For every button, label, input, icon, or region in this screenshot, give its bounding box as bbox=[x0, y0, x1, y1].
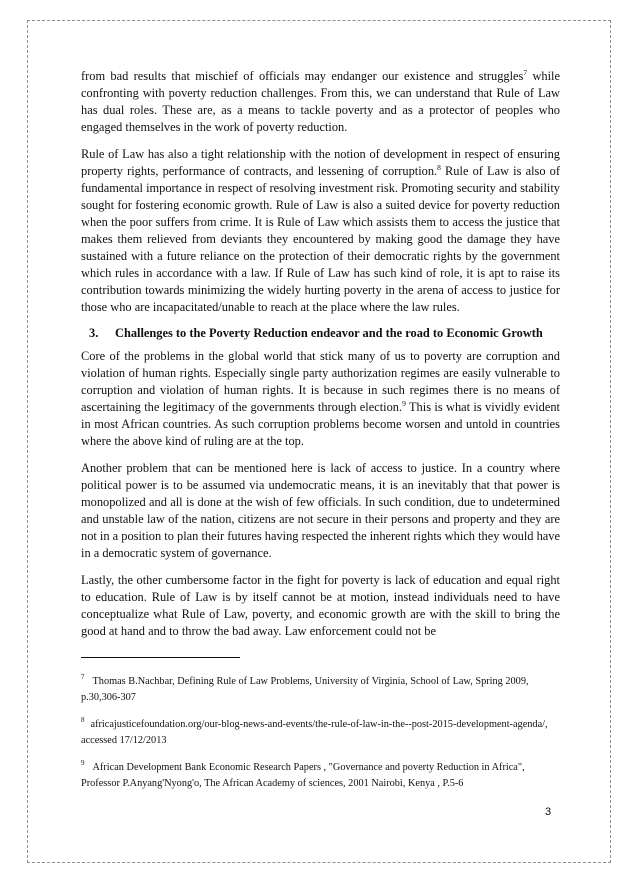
paragraph-2-text-a: Rule of Law has also a tight relationship with the notion of development in respect of ensuring property rights, performance of contracts, and lessening of corruption. bbox=[81, 147, 560, 178]
footnote-9 bbox=[81, 760, 560, 792]
paragraph-3 bbox=[81, 348, 560, 450]
paragraph-5: Lastly, the other cumbersome factor in the fight for poverty is lack of education and equal right to education. Rule of Law is by itself cannot be at motion, instead individuals need to have conceptualize what Rule of Law, poverty, and economic growth are with the skill to bring the good at hand and to throw the bad away. Law enforcement could not be bbox=[81, 573, 560, 638]
page-number: 3 bbox=[545, 806, 552, 818]
paragraph-1-text-b: while confronting with poverty reduction challenges. From this, we can understand that Rule of Law has dual roles. These are, as a means to tackle poverty and as a protector of peoples who engaged themselves in the work of poverty reduction. bbox=[81, 69, 560, 134]
footnote-text: Thomas B.Nachbar, Defining Rule of Law Problems, University of Virginia, School of Law, Spring 2009, p.30,306-307 bbox=[81, 676, 529, 703]
section-title: Challenges to the Poverty Reduction endeavor and the road to Economic Growth bbox=[115, 326, 543, 340]
paragraph-3-text-b: This is what is vividly evident in most African countries. As such corruption problems become worsen and untold in countries where the above kind of ruling are at the top. bbox=[81, 400, 560, 448]
section-number: 3. bbox=[89, 326, 99, 340]
paragraph-4: Another problem that can be mentioned here is lack of access to justice. In a country where political power is to be assumed via undemocratic means, it is an inevitably that that power is monopolized and all is done at the wish of few officials. In such condition, due to undetermined and unstable law of the nation, citizens are not secure in their persons and property and they are not in a position to plan their futures having respected the inherent rights which they would have in a democratic system of governance. bbox=[81, 461, 560, 560]
paragraph-2-text-b: Rule of Law is also of fundamental importance in respect of resolving investment risk. Promoting security and stability sought for fostering economic growth. Rule of Law is also a suited device for poverty reduction when the poor suffers from crime. It is Rule of Law which assists them to access the justice that makes them relieved from deviants they encountered by making good the damage they have sustained with a future reliance on the protection of their democratic rights by the government which rules in accordance with a law. If Rule of Law has such kind of role, it is apt to raise its contribution towards minimizing the widely hurting poverty in the arena of access to justice for those who are incapacitated/unable to reach at the place where the law rules. bbox=[81, 164, 560, 314]
footnote-ref-9[interactable]: 9 bbox=[402, 399, 406, 408]
footnotes bbox=[81, 674, 560, 803]
paragraph-3-text-a: Core of the problems in the global world that stick many of us to poverty are corruption and violation of human rights. Especially single party authorization regimes are easily vulnerable to corruption and violation of human rights. It is because in such regimes there is no means of ascertaining the legitimacy of the governments through election. bbox=[81, 349, 560, 414]
paragraph-1-text-a: from bad results that mischief of officials may endanger our existence and struggles bbox=[81, 69, 524, 83]
footnote-ref-7[interactable]: 7 bbox=[523, 68, 528, 77]
section-heading bbox=[81, 325, 560, 342]
paragraph-1 bbox=[81, 68, 560, 136]
body-text bbox=[81, 68, 560, 650]
paragraph-2 bbox=[81, 146, 560, 316]
footnote-mark: 9 bbox=[81, 759, 85, 767]
footnote-text: African Development Bank Economic Research Papers , "Governance and poverty Reduction in Africa", Professor P.Anyang'Nyong'o, The African Academy of sciences, 2001 Nairobi, Kenya , P.5-6 bbox=[81, 762, 525, 789]
footnote-text[interactable]: africajusticefoundation.org/our-blog-news-and-events/the-rule-of-law-in-the--post-2015-development-agenda/, accessed 17/12/2013 bbox=[81, 719, 548, 746]
footnote-separator bbox=[81, 657, 240, 658]
footnote-ref-8[interactable]: 8 bbox=[437, 163, 441, 172]
footnote-7 bbox=[81, 674, 560, 706]
footnote-mark: 8 bbox=[81, 716, 85, 724]
footnote-mark: 7 bbox=[81, 673, 85, 681]
footnote-8 bbox=[81, 717, 560, 749]
